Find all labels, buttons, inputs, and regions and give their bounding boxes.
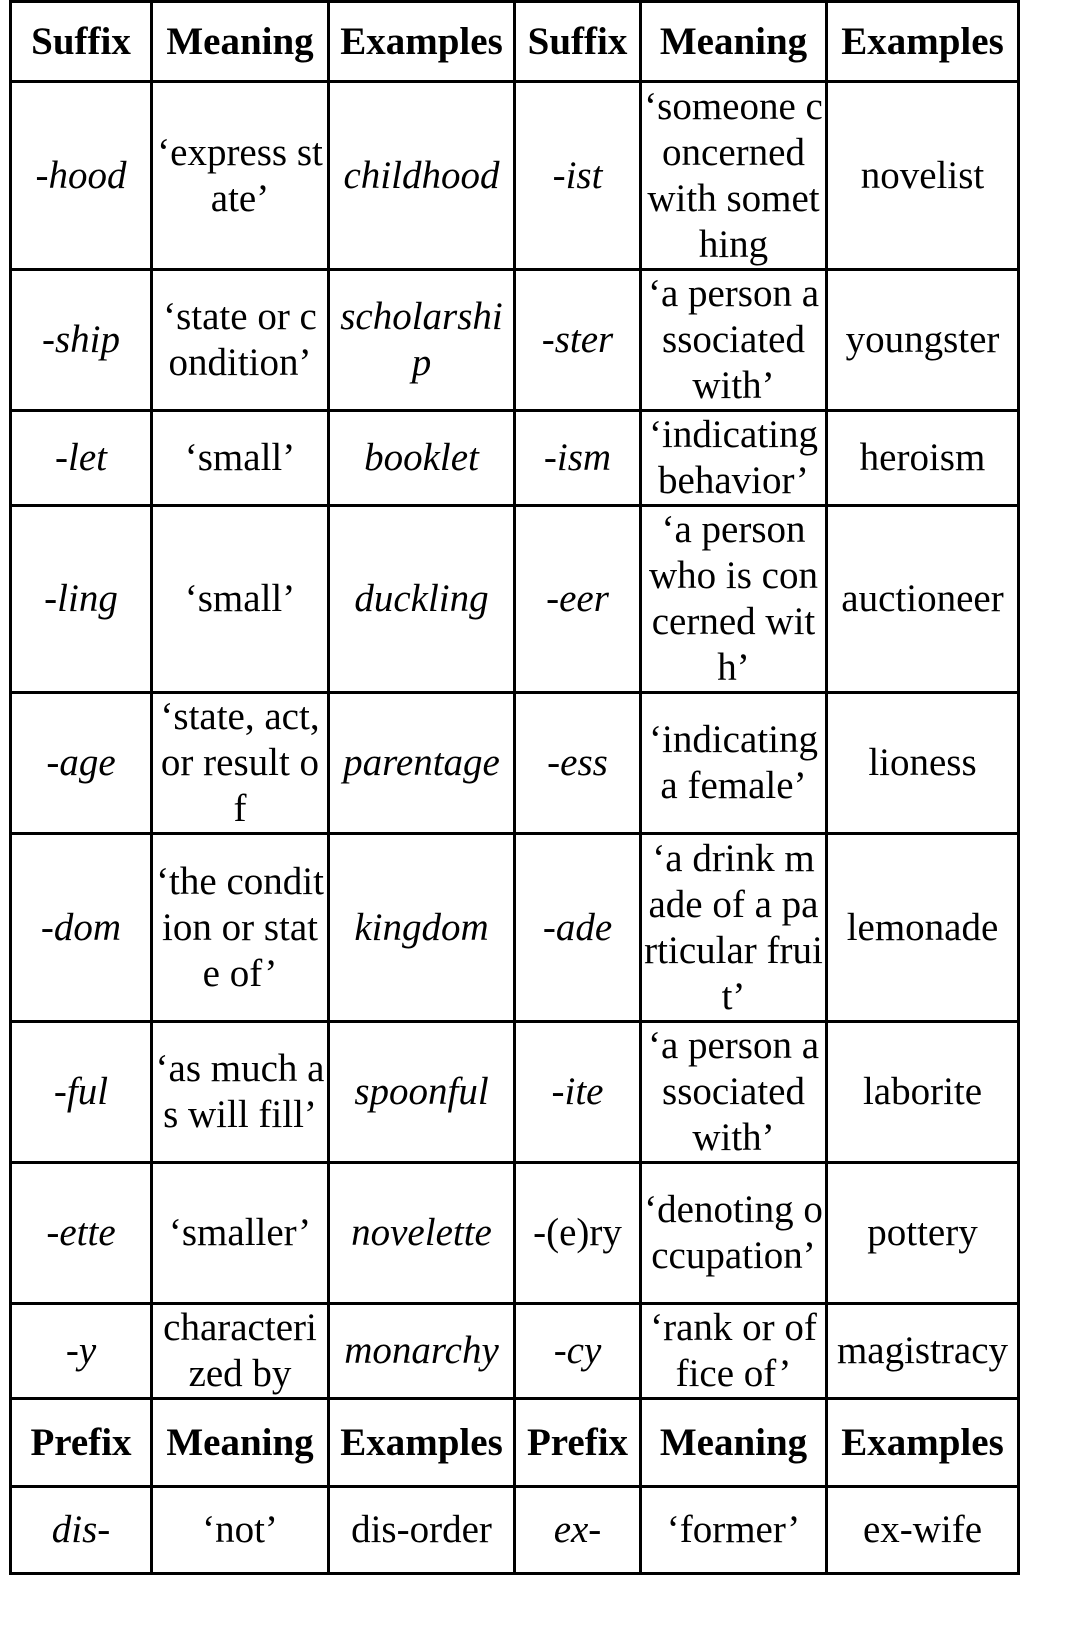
suffix-cell: -age bbox=[11, 693, 152, 834]
prefix-cell: ex- bbox=[515, 1487, 641, 1574]
header-meaning: Meaning bbox=[641, 2, 827, 82]
meaning-cell: ‘denoting occupation’ bbox=[641, 1163, 827, 1304]
meaning-cell: ‘rank or office of’ bbox=[641, 1304, 827, 1399]
suffix-cell: -ism bbox=[515, 411, 641, 506]
suffix-cell: -ette bbox=[11, 1163, 152, 1304]
table-row bbox=[11, 506, 1019, 693]
header-examples: Examples bbox=[329, 2, 515, 82]
header-suffix: Suffix bbox=[515, 2, 641, 82]
example-cell: lemonade bbox=[827, 834, 1019, 1022]
meaning-cell: ‘not’ bbox=[152, 1487, 329, 1574]
meaning-cell: ‘the condition or state of’ bbox=[152, 834, 329, 1022]
example-cell: scholarship bbox=[329, 270, 515, 411]
suffix-cell: -ster bbox=[515, 270, 641, 411]
example-cell: magistracy bbox=[827, 1304, 1019, 1399]
suffix-cell: -y bbox=[11, 1304, 152, 1399]
suffix-cell: -hood bbox=[11, 82, 152, 270]
meaning-cell: ‘a person associated with’ bbox=[641, 270, 827, 411]
example-cell: lioness bbox=[827, 693, 1019, 834]
example-cell: parentage bbox=[329, 693, 515, 834]
example-cell: dis-order bbox=[329, 1487, 515, 1574]
meaning-cell: ‘smaller’ bbox=[152, 1163, 329, 1304]
example-cell: duckling bbox=[329, 506, 515, 693]
example-cell: pottery bbox=[827, 1163, 1019, 1304]
suffix-cell: -ful bbox=[11, 1022, 152, 1163]
header-prefix: Prefix bbox=[515, 1399, 641, 1487]
example-cell: ex-wife bbox=[827, 1487, 1019, 1574]
affix-table bbox=[9, 0, 1020, 1575]
meaning-cell: ‘indicating a female’ bbox=[641, 693, 827, 834]
example-cell: booklet bbox=[329, 411, 515, 506]
example-cell: kingdom bbox=[329, 834, 515, 1022]
header-examples: Examples bbox=[827, 1399, 1019, 1487]
suffix-cell: -eer bbox=[515, 506, 641, 693]
meaning-cell: ‘small’ bbox=[152, 411, 329, 506]
suffix-cell: -ade bbox=[515, 834, 641, 1022]
table-row bbox=[11, 1304, 1019, 1399]
meaning-cell: ‘a person who is concerned with’ bbox=[641, 506, 827, 693]
example-cell: heroism bbox=[827, 411, 1019, 506]
prefix-cell: dis- bbox=[11, 1487, 152, 1574]
table-row bbox=[11, 270, 1019, 411]
header-meaning: Meaning bbox=[152, 2, 329, 82]
example-cell: youngster bbox=[827, 270, 1019, 411]
meaning-cell: ‘small’ bbox=[152, 506, 329, 693]
meaning-cell: ‘a drink made of a particular fruit’ bbox=[641, 834, 827, 1022]
meaning-cell: characterized by bbox=[152, 1304, 329, 1399]
example-cell: spoonful bbox=[329, 1022, 515, 1163]
suffix-cell: -let bbox=[11, 411, 152, 506]
suffix-cell: -(e)ry bbox=[515, 1163, 641, 1304]
header-meaning: Meaning bbox=[152, 1399, 329, 1487]
suffix-cell: -ship bbox=[11, 270, 152, 411]
header-examples: Examples bbox=[827, 2, 1019, 82]
example-cell: novelist bbox=[827, 82, 1019, 270]
meaning-cell: ‘as much as will fill’ bbox=[152, 1022, 329, 1163]
meaning-cell: ‘indicating behavior’ bbox=[641, 411, 827, 506]
meaning-cell: ‘state or condition’ bbox=[152, 270, 329, 411]
header-examples: Examples bbox=[329, 1399, 515, 1487]
table-row bbox=[11, 411, 1019, 506]
table-row bbox=[11, 834, 1019, 1022]
header-prefix: Prefix bbox=[11, 1399, 152, 1487]
suffix-cell: -dom bbox=[11, 834, 152, 1022]
table-row bbox=[11, 693, 1019, 834]
header-suffix: Suffix bbox=[11, 2, 152, 82]
meaning-cell: ‘someone concerned with something bbox=[641, 82, 827, 270]
prefix-header-row bbox=[11, 1399, 1019, 1487]
suffix-cell: -cy bbox=[515, 1304, 641, 1399]
suffix-cell: -ling bbox=[11, 506, 152, 693]
suffix-header-row bbox=[11, 2, 1019, 82]
table-row bbox=[11, 1163, 1019, 1304]
example-cell: novelette bbox=[329, 1163, 515, 1304]
example-cell: monarchy bbox=[329, 1304, 515, 1399]
affix-table-container bbox=[9, 0, 1020, 1575]
meaning-cell: ‘express state’ bbox=[152, 82, 329, 270]
suffix-cell: -ess bbox=[515, 693, 641, 834]
suffix-cell: -ite bbox=[515, 1022, 641, 1163]
header-meaning: Meaning bbox=[641, 1399, 827, 1487]
example-cell: childhood bbox=[329, 82, 515, 270]
example-cell: auctioneer bbox=[827, 506, 1019, 693]
meaning-cell: ‘a person associated with’ bbox=[641, 1022, 827, 1163]
table-row bbox=[11, 82, 1019, 270]
example-cell: laborite bbox=[827, 1022, 1019, 1163]
meaning-cell: ‘state, act, or result of bbox=[152, 693, 329, 834]
table-row bbox=[11, 1487, 1019, 1574]
meaning-cell: ‘former’ bbox=[641, 1487, 827, 1574]
suffix-cell: -ist bbox=[515, 82, 641, 270]
table-row bbox=[11, 1022, 1019, 1163]
